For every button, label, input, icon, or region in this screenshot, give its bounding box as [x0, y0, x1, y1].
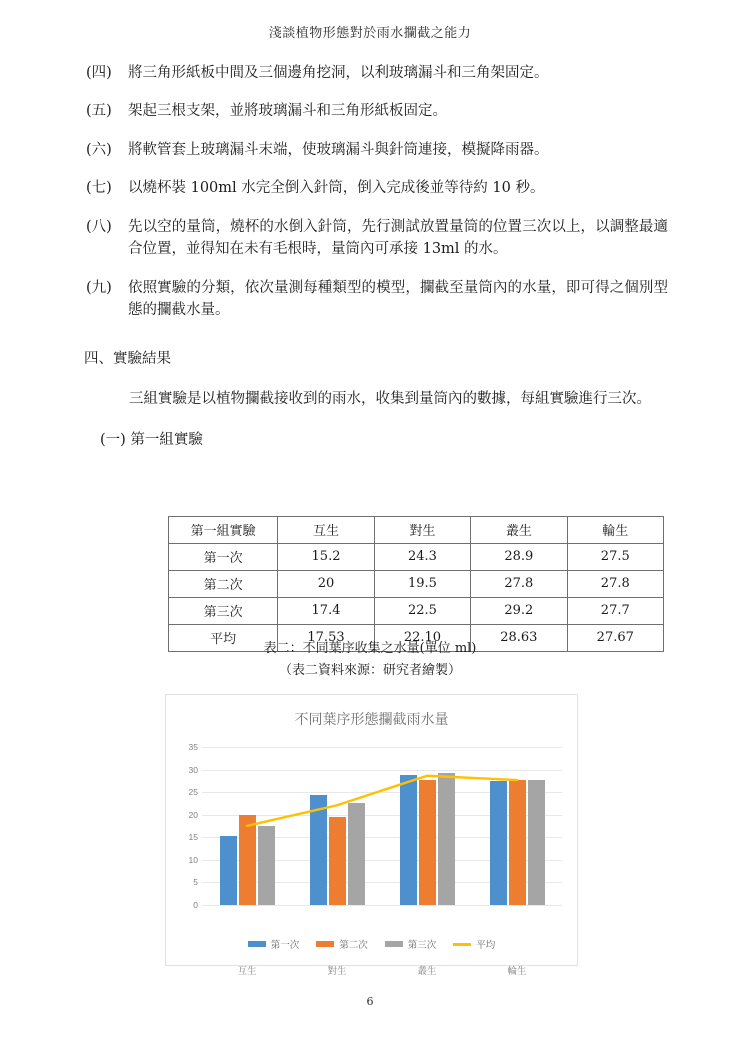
- table-header-cell: 對生: [374, 517, 470, 544]
- list-item-text: 依照實驗的分類，依次量測每種類型的模型，攔截至量筒內的水量，即可得之個別型態的攔截水量。: [128, 279, 668, 319]
- table-cell: 28.63: [471, 625, 567, 652]
- y-axis-tick-label: 20: [188, 809, 198, 820]
- table-cell: 27.8: [471, 571, 567, 598]
- average-polyline: [247, 776, 517, 826]
- list-item-marker: (四): [86, 65, 112, 81]
- list-item-marker: (七): [86, 180, 112, 197]
- table-cell: 24.3: [374, 544, 470, 571]
- table-header-cell: 叢生: [471, 517, 567, 544]
- chart-container: [165, 694, 578, 977]
- list-item-marker: (八): [86, 218, 112, 235]
- table-cell: 29.2: [471, 598, 567, 625]
- table-row: [169, 571, 664, 598]
- list-item: [86, 139, 668, 161]
- list-item: [86, 277, 668, 322]
- table-row: [169, 544, 664, 571]
- x-axis-tick-label: 互生: [237, 966, 257, 977]
- table-caption-source: （表二資料來源：研究者繪製）: [278, 663, 461, 678]
- legend-item: [316, 937, 368, 951]
- table-row-label: 第三次: [169, 598, 278, 625]
- chart-title: 不同葉序形態攔截雨水量: [294, 712, 449, 728]
- y-axis: [166, 742, 198, 910]
- subsection-heading: (一) 第一組實驗: [100, 432, 203, 449]
- table-row-label: 第一次: [169, 544, 278, 571]
- y-axis-tick-label: 5: [193, 877, 198, 888]
- x-axis-tick-label: 對生: [327, 966, 347, 977]
- section-heading: 四、實驗結果: [84, 350, 171, 367]
- legend-swatch: [316, 941, 334, 947]
- list-item-marker: (六): [86, 141, 112, 158]
- legend-label: 第一次: [270, 940, 300, 951]
- list-item-text: 先以空的量筒，燒杯的水倒入針筒，先行測試放置量筒的位置三次以上，以調整最適合位置，並得知在未有毛根時，量筒內可承接 13ml 的水。: [128, 218, 668, 258]
- y-axis-tick-label: 10: [188, 854, 198, 865]
- section-paragraph: 三組實驗是以植物攔截接收到的雨水，收集到量筒內的數據，每組實驗進行三次。: [129, 391, 651, 408]
- legend-label: 平均: [476, 940, 496, 951]
- list-item-marker: (九): [86, 279, 112, 296]
- table-cell: 17.4: [278, 598, 374, 625]
- x-axis-tick-label: 輪生: [507, 966, 527, 977]
- running-header: 淺談植物形態對於雨水攔截之能力: [268, 26, 472, 41]
- legend-item: [453, 937, 495, 951]
- legend-item: [248, 937, 300, 951]
- document-body: [86, 62, 668, 466]
- results-table: [168, 516, 664, 652]
- legend-label: 第二次: [339, 940, 368, 951]
- table-cell: 27.8: [567, 571, 663, 598]
- table-cell: 27.67: [567, 625, 663, 652]
- table-header-cell: 互生: [278, 517, 374, 544]
- list-item-text: 以燒杯裝 100ml 水完全倒入針筒，倒入完成後並等待約 10 秒。: [128, 180, 545, 197]
- y-axis-tick-label: 35: [188, 742, 198, 752]
- list-item-text: 將軟管套上玻璃漏斗末端，使玻璃漏斗與針筒連接，模擬降雨器。: [128, 141, 549, 158]
- average-line-series: [202, 747, 562, 905]
- x-axis-tick-label: 叢生: [417, 966, 437, 977]
- table-cell: 19.5: [374, 571, 470, 598]
- list-item-text: 將三角形紙板中間及三個邊角挖洞，以利玻璃漏斗和三角架固定。: [128, 65, 549, 81]
- y-axis-tick-label: 0: [193, 900, 198, 910]
- y-axis-tick-label: 30: [188, 764, 198, 775]
- legend-label: 第三次: [407, 940, 437, 951]
- table-header-row: [169, 517, 664, 544]
- table-cell: 15.2: [278, 544, 374, 571]
- list-item-text: 架起三根支架，並將玻璃漏斗和三角形紙板固定。: [128, 103, 447, 120]
- list-item: [86, 216, 668, 261]
- table-row: [169, 598, 664, 625]
- table-row-label: 平均: [169, 625, 278, 652]
- table-cell: 27.5: [567, 544, 663, 571]
- table-cell: 17.53: [278, 625, 374, 652]
- list-item: [86, 177, 668, 199]
- table-cell: 22.5: [374, 598, 470, 625]
- y-axis-tick-label: 25: [188, 787, 198, 798]
- table-cell: 22.10: [374, 625, 470, 652]
- legend-swatch: [248, 941, 266, 947]
- list-item: [86, 62, 668, 84]
- table-cell: 28.9: [471, 544, 567, 571]
- table-row-label: 第二次: [169, 571, 278, 598]
- table-cell: 27.7: [567, 598, 663, 625]
- legend-item: [385, 937, 437, 951]
- results-table-container: [168, 516, 664, 652]
- table-header-cell: 第一組實驗: [169, 517, 278, 544]
- table-header-cell: 輪生: [567, 517, 663, 544]
- legend-swatch: [453, 943, 471, 946]
- list-item: [86, 100, 668, 122]
- page-number: 6: [366, 995, 374, 1008]
- list-item-marker: (五): [86, 103, 112, 120]
- chart-legend: [166, 937, 577, 951]
- y-axis-tick-label: 15: [188, 832, 198, 843]
- table-cell: 20: [278, 571, 374, 598]
- table-caption: 表二：不同葉序收集之水量(單位 ml): [263, 641, 477, 656]
- gridline: [202, 905, 562, 906]
- legend-swatch: [385, 941, 403, 947]
